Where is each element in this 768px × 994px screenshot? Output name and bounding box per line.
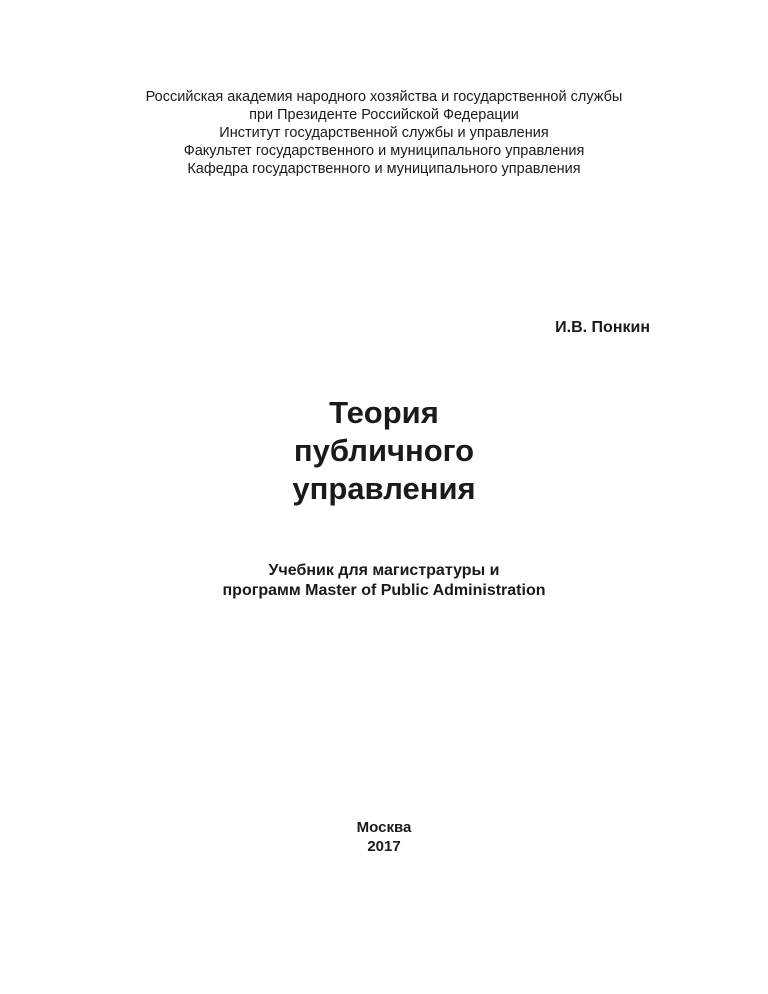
imprint	[0, 818, 768, 856]
institution-line-president: при Президенте Российской Федерации	[249, 107, 519, 123]
book-subtitle	[0, 561, 768, 601]
author-name: И.В. Понкин	[555, 319, 650, 336]
book-title-line: управления	[292, 471, 476, 506]
book-subtitle-line: программ Master of Public Administration	[222, 582, 546, 599]
book-subtitle-line: Учебник для магистратуры и	[268, 562, 500, 579]
book-title-line: публичного	[293, 433, 475, 468]
institution-line-institute: Институт государственной службы и управления	[219, 125, 549, 141]
publication-year: 2017	[367, 838, 401, 855]
institution-line-department: Кафедра государственного и муниципального управления	[187, 161, 581, 177]
book-title	[0, 394, 768, 508]
institution-line-faculty: Факультет государственного и муниципального управления	[183, 143, 585, 159]
book-title-line: Теория	[329, 395, 439, 430]
publication-city: Москва	[356, 819, 412, 836]
institution-header	[0, 88, 768, 178]
institution-line-academy: Российская академия народного хозяйства и государственной службы	[145, 89, 623, 105]
